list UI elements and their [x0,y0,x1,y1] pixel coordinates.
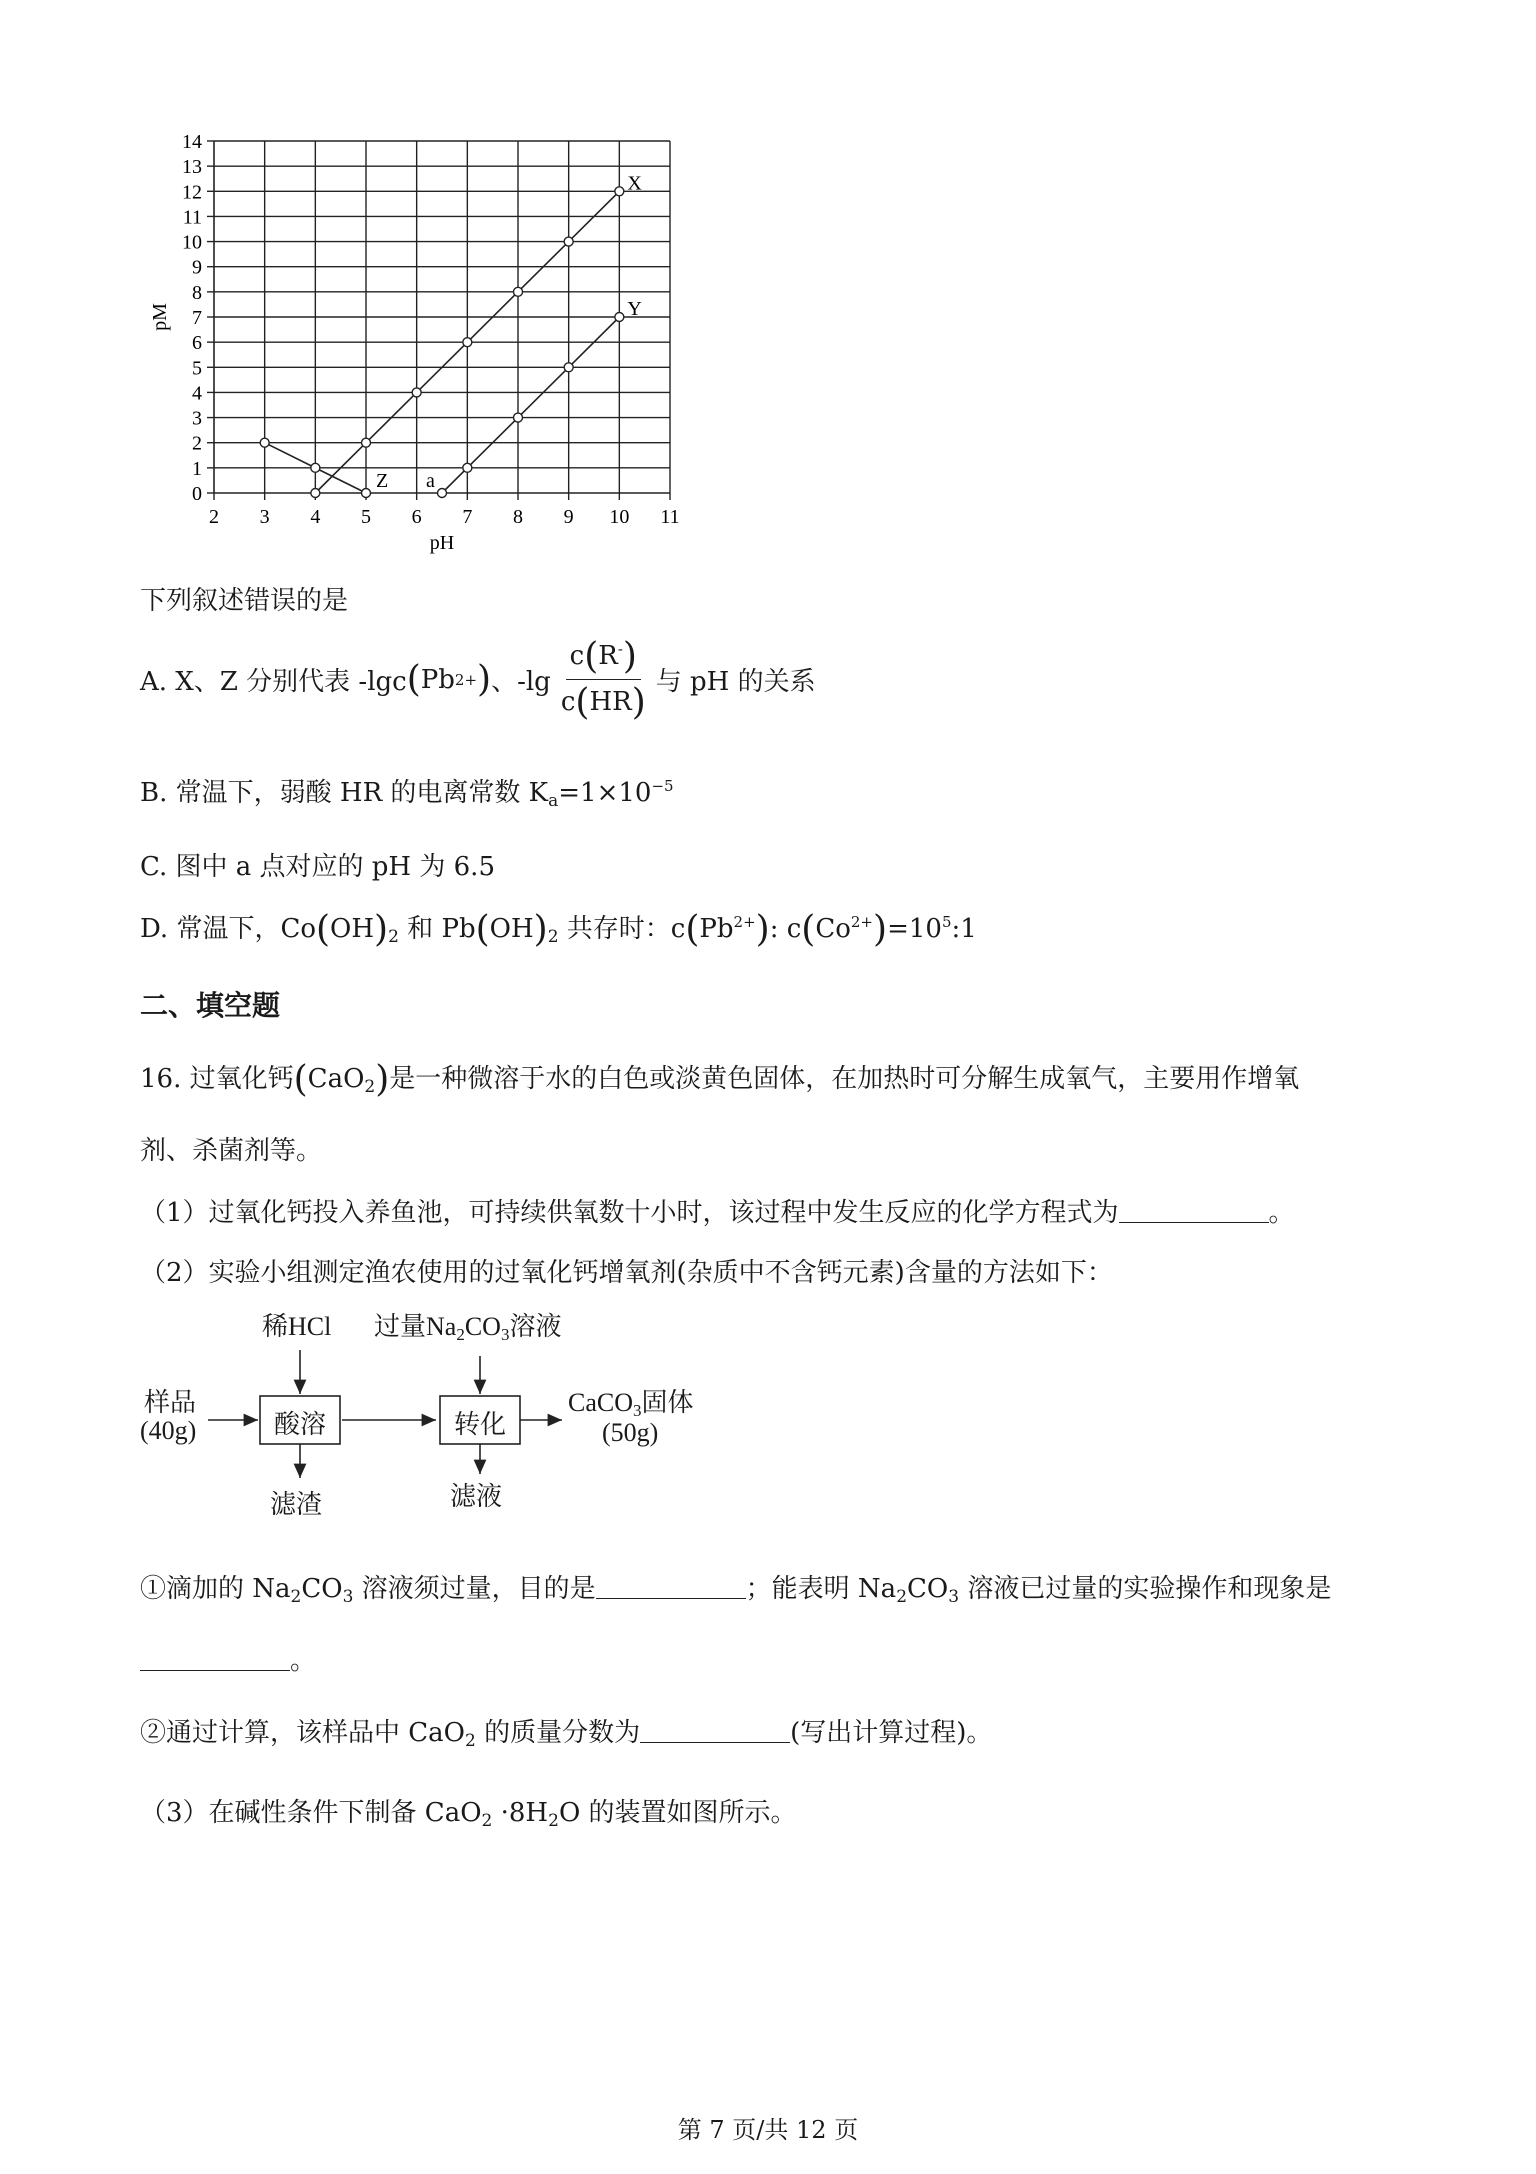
point-X-1 [362,438,371,447]
option-a-suffix: 与 pH 的关系 [655,667,816,697]
y-tick-label-7: 7 [192,307,202,329]
s2-c: (写出计算过程)。 [790,1718,993,1748]
x-axis-label: pH [429,532,455,554]
s2-sub: 2 [464,1731,476,1751]
sample-mass: (40g) [140,1416,197,1445]
subq1-line2 [140,1640,316,1677]
s1-d: ；能表明 Na [745,1574,897,1604]
answer-blank-4[interactable] [640,1720,790,1743]
y-tick-label-12: 12 [182,181,202,204]
s1-sub3: 2 [896,1587,908,1607]
point-Y-2 [514,413,523,422]
product-b: 固体 [641,1388,694,1417]
pb-ion: Pb [420,664,455,695]
reagent2-sub1: 2 [456,1325,465,1344]
p3-sub2: 2 [548,1811,559,1831]
q16-intro-b: 是一种微溶于水的白色或淡黄色固体，在加热时可分解生成氧气，主要用作增氧 [389,1064,1300,1094]
x-tick-label-8: 8 [513,506,523,528]
y-tick-label-2: 2 [192,432,202,455]
reagent2-a: 过量Na [374,1312,457,1341]
y-tick-label-10: 10 [182,231,202,254]
pb-ion-d: Pb [699,914,734,944]
p3-c: O 的装置如图所示。 [558,1798,797,1828]
y-tick-label-0: 0 [192,483,202,505]
annotation-Z: Z [376,470,389,492]
point-Y-4 [615,313,624,322]
product-mass: (50g) [602,1418,659,1447]
box2-label: 转化 [454,1410,507,1439]
s2-a: ②通过计算，该样品中 CaO [140,1718,465,1748]
option-a: A. X、Z 分别代表 -lgc ( Pb 2+ ) 、-lg $\frac{c(R^-)}{c(HR)}$ 与 pH 的关系 [140,636,816,723]
product-sub: 3 [633,1401,642,1420]
point-Y-3 [564,363,573,372]
x-tick-label-5: 5 [361,506,371,528]
y-tick-label-14: 14 [182,131,202,153]
point-Y-1 [463,463,472,472]
co-formula: Co [280,914,316,944]
x-tick-label-4: 4 [310,506,321,528]
point-X-5 [564,237,573,246]
s1-sub2: 3 [342,1587,354,1607]
y-tick-label-9: 9 [192,256,202,279]
subq2 [140,1712,992,1751]
y-tick-label-8: 8 [192,281,202,304]
option-b [140,772,674,811]
num-charge: - [617,640,623,658]
x-tick-label-10: 10 [609,506,630,528]
reagent-na2co3 [374,1306,561,1345]
coexist-text: 共存时：c [558,914,686,944]
section-title: 二、填空题 [140,989,281,1022]
filtrate-label: 滤液 [450,1482,503,1511]
y-tick-label-1: 1 [192,457,202,480]
chart-series [260,172,642,497]
reagent2-b: CO [464,1312,501,1341]
y-tick-label-4: 4 [192,382,202,405]
x-tick-label-7: 7 [462,506,473,528]
reagent2-sub2: 3 [500,1325,510,1344]
ratio-end: :1 [951,914,977,944]
ka-subscript: a [548,791,559,811]
q16-part3 [140,1792,797,1831]
reagent-hcl: 稀HCl [262,1312,332,1341]
q16-part2: （2）实验小组测定渔农使用的过氧化钙增氧剂(杂质中不含钙元素)含量的方法如下： [140,1258,1113,1288]
option-b-prefix: B. 常温下，弱酸 HR 的电离常数 K [140,778,549,808]
point-Z-1 [311,463,320,472]
y-tick-label-5: 5 [192,357,202,380]
reagent2-c: 溶液 [509,1312,562,1341]
y-axis-label: pM [149,303,171,331]
option-a-prefix: A. X、Z 分别代表 -lgc [140,667,407,697]
co-charge-d: 2+ [850,913,874,931]
oh-1-sub: 2 [388,927,399,947]
s1-end: 。 [290,1646,317,1676]
q16-intro-line1: 16. 过氧化钙(CaO$_2$)是一种微溶于水的白色或淡黄色固体，在加热时可分解生成氧气，主要用作增氧 [140,1059,1300,1100]
x-tick-label-9: 9 [563,506,574,528]
sample-label: 样品 [144,1388,197,1417]
den-c: c [560,687,576,717]
option-d: D. 常温下，$Co(OH)_2$ 和 $Pb(OH)_2$ 共存时：$c(Pb^{2+})$: $c(Co^{2+})=10^5:1$ [140,909,977,950]
and-word: 和 [398,914,442,944]
y-tick-label-13: 13 [182,156,202,179]
point-Y-0 [438,489,447,498]
part1-end: 。 [1268,1198,1295,1228]
s1-sub4: 3 [948,1587,960,1607]
question-stem: 下列叙述错误的是 [140,586,349,616]
ratio-value: =10 [887,914,942,944]
oh-1: OH [330,914,375,944]
s1-f: 溶液已过量的实验操作和现象是 [959,1574,1332,1604]
s1-e: CO [907,1574,949,1604]
cao2-formula: CaO [307,1064,365,1094]
x-tick-label-6: 6 [411,506,422,528]
point-Z-2 [362,489,371,498]
x-tick-label-3: 3 [259,506,270,528]
co-ion-d: Co [815,914,851,944]
x-tick-label-11: 11 [660,506,680,528]
point-X-0 [311,489,320,498]
flow-diagram [140,1300,760,1540]
q16-part1 [140,1192,1295,1229]
annotation-a: a [426,470,435,492]
p3-a: （3）在碱性条件下制备 CaO [140,1798,482,1828]
option-c: C. 图中 a 点对应的 pH 为 6.5 [140,852,495,882]
p3-b: ·8H [492,1798,549,1828]
pb-charge: 2+ [454,670,478,689]
box1-label: 酸溶 [274,1410,327,1439]
y-tick-label-3: 3 [192,407,202,430]
point-X-6 [615,187,624,196]
cao2-sub: 2 [364,1077,376,1097]
pb-charge-d: 2+ [733,913,756,931]
ka-exponent: −5 [651,777,674,795]
residue-label: 滤渣 [270,1490,323,1519]
ph-pm-chart [140,125,700,565]
point-X-4 [514,287,523,296]
s2-b: 的质量分数为 [475,1718,641,1748]
option-d-prefix: D. 常温下， [140,914,281,944]
product-label [568,1382,694,1421]
point-X-3 [463,338,472,347]
chart-grid [214,141,670,493]
q16-intro-a: 16. 过氧化钙 [140,1064,294,1094]
num-r: R [598,641,618,671]
num-c: c [569,641,585,671]
option-b-mid: =1×10 [558,778,652,808]
den-hr: HR [589,687,632,717]
y-tick-label-6: 6 [192,332,202,355]
annotation-Y: Y [627,298,642,320]
q16-intro-line2: 剂、杀菌剂等。 [140,1136,323,1166]
s1-c: 溶液须过量，目的是 [353,1574,596,1604]
point-Z-0 [260,438,269,447]
oh-2-sub: 2 [547,927,559,947]
pb-formula: Pb [441,914,476,944]
s1-b: CO [301,1574,343,1604]
option-a-sep: 、-lg [491,667,551,697]
subq1-line1 [140,1568,1331,1607]
p3-sub1: 2 [481,1811,493,1831]
point-X-2 [412,388,421,397]
x-tick-label-2: 2 [209,506,219,528]
product-a: CaCO [568,1388,633,1417]
answer-blank-2[interactable] [596,1576,746,1599]
answer-blank-1[interactable] [1119,1200,1269,1223]
part1-text: （1）过氧化钙投入养鱼池，可持续供氧数十小时，该过程中发生反应的化学方程式为 [140,1198,1119,1228]
s1-a: ①滴加的 Na [140,1574,291,1604]
oh-2: OH [489,914,534,944]
fraction: $\frac{c(R^-)}{c(HR)}$ [560,636,646,723]
s1-sub1: 2 [290,1587,302,1607]
answer-blank-3[interactable] [140,1648,290,1671]
y-tick-label-11: 11 [182,206,202,229]
annotation-X: X [627,172,642,195]
page-footer: 第 7 页/共 12 页 [677,2116,859,2144]
ratio-exp: 5 [941,913,952,931]
ratio-colon: : c [769,914,802,944]
